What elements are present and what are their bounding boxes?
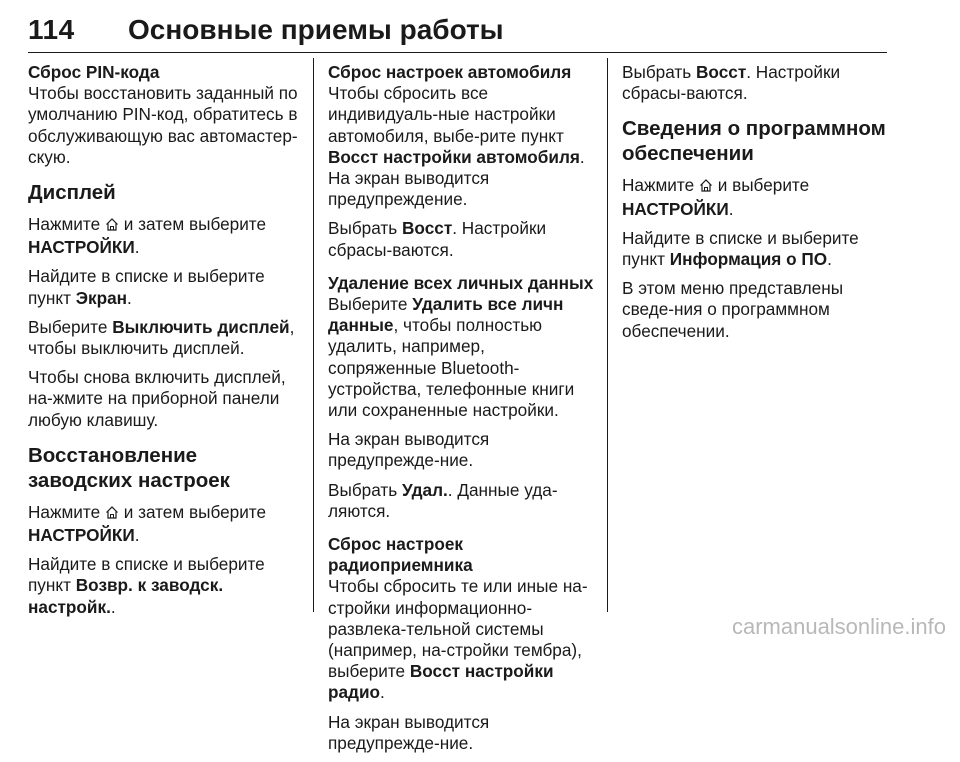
delete-personal-data-text: Выберите Удалить все личн данные, чтобы полностью удалить, например, сопряженные Bluetooth-устройства, телефонные книги или сохраненные настройки. [328,294,575,421]
column-divider [607,58,608,612]
watermark: carmanualsonline.info [731,614,946,639]
display-step-3: Выберите Выключить дисплей, чтобы выключить дисплей. [28,316,295,359]
pin-reset-text: Чтобы восстановить заданный по умолчанию PIN-код, обратитесь в обслуживающую вас автомастер-скую. [28,83,298,167]
delete-personal-data-confirm: Выбрать Удал.. Данные уда-ляются. [328,479,558,521]
display-step-1: Нажмите и затем выберите НАСТРОЙКИ. [28,214,267,258]
delete-personal-data-heading: Удаление всех личных данных [328,272,594,293]
column-3 [622,62,888,350]
radio-reset-text: Чтобы сбросить те или иные на-стройки информационно-развлека-тельной системы (например, на-стройки тембра), выберите Восст настройки радио. [328,576,588,703]
display-step-4: Чтобы снова включить дисплей, на-жмите на приборной панели любую клавишу. [28,367,286,430]
radio-reset-confirm: Выбрать Восст. Настройки сбрасы-ваются. [622,62,841,104]
factory-reset-heading: Восстановление заводских настроек [28,443,230,492]
factory-step-2: Найдите в списке и выберите пункт Возвр. к заводск. настройк.. [28,554,265,617]
display-step-2: Найдите в списке и выберите пункт Экран. [28,266,265,308]
column-2 [328,62,594,762]
column-1 [28,62,300,626]
vehicle-reset-heading: Сброс настроек автомобиля [328,62,572,82]
radio-reset-warning: На экран выводится предупрежде-ние. [328,711,490,753]
software-step-2: Найдите в списке и выберите пункт Информация о ПО. [622,227,859,270]
page-number: 114 [28,14,75,45]
home-icon [699,177,713,198]
header-rule [28,52,887,53]
software-info-heading: Сведения о программном обеспечении [622,117,886,166]
column-divider [313,58,314,612]
software-step-1: Нажмите и выберите НАСТРОЙКИ. [622,175,810,219]
pin-reset-heading: Сброс PIN-кода [28,62,160,82]
software-step-3: В этом меню представлены сведе-ния о программном обеспечении. [622,278,844,341]
vehicle-reset-confirm: Выбрать Восст. Настройки сбрасы-ваются. [328,218,547,260]
display-heading: Дисплей [28,181,116,205]
home-icon [105,504,119,525]
factory-step-1: Нажмите и затем выберите НАСТРОЙКИ. [28,501,267,546]
page-title: Основные приемы работы [128,14,504,45]
delete-personal-data-warning: На экран выводится предупрежде-ние. [328,429,490,471]
vehicle-reset-text: Чтобы сбросить все индивидуаль-ные настройки автомобиля, выбе-рите пункт Восст настройки автомобиля. На экран выводится предупреждение. [328,83,585,210]
home-icon [105,216,119,237]
radio-reset-heading: Сброс настроек радиоприемника [328,534,473,576]
